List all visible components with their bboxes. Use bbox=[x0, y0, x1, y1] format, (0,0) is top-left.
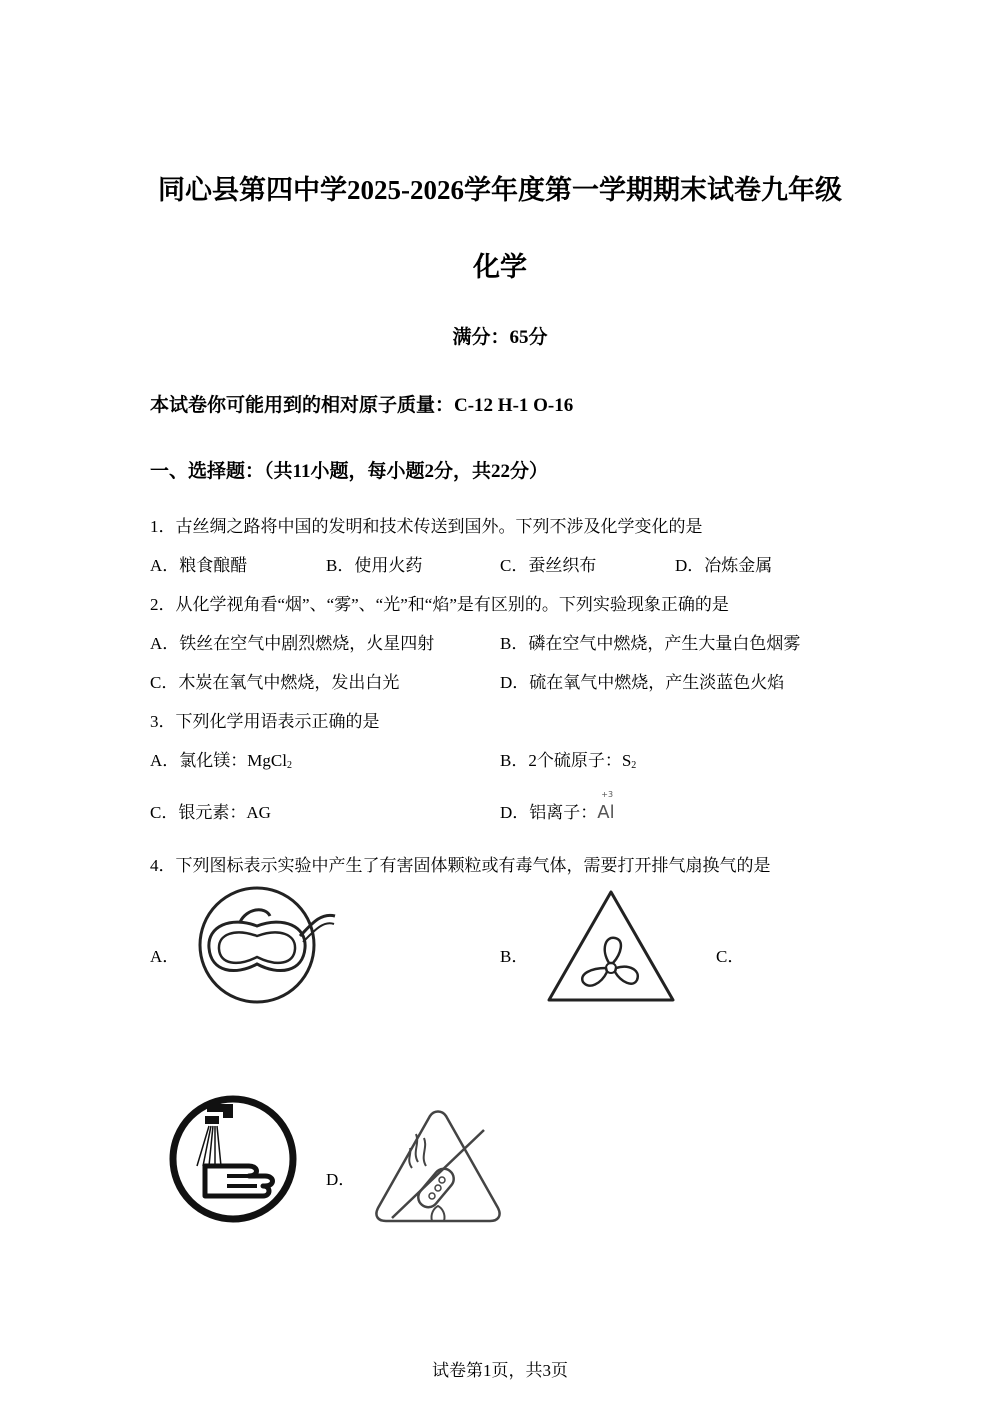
question-3-option-a[interactable] bbox=[150, 746, 292, 771]
question-3-option-d[interactable] bbox=[500, 790, 615, 823]
option-text: D．铝离子： bbox=[500, 803, 598, 822]
goggles-icon bbox=[195, 886, 340, 1004]
ion-charge: +3 bbox=[601, 790, 614, 799]
exam-title: 同心县第四中学2025-2026学年度第一学期期末试卷九年级 bbox=[158, 175, 842, 205]
question-1-option-a[interactable]: A．粮食酿醋 bbox=[150, 556, 248, 575]
element-symbol: Al bbox=[597, 802, 615, 823]
section-heading: 一、选择题：（共11小题，每小题2分，共22分） bbox=[150, 461, 548, 482]
option-text: A．氯化镁：MgCl bbox=[150, 751, 287, 770]
question-3-option-c[interactable]: C．银元素：AG bbox=[150, 803, 271, 822]
question-2-option-a[interactable]: A．铁丝在空气中剧烈燃烧，火星四射 bbox=[150, 634, 435, 653]
question-2-option-c[interactable]: C．木炭在氧气中燃烧，发出白光 bbox=[150, 673, 400, 692]
subscript: 2 bbox=[286, 760, 292, 771]
question-4-option-b[interactable]: B． bbox=[500, 947, 529, 966]
question-1-option-c[interactable]: C．蚕丝织布 bbox=[500, 556, 597, 575]
page-footer: 试卷第1页，共3页 bbox=[432, 1361, 568, 1380]
question-4-option-c[interactable]: C． bbox=[716, 947, 745, 966]
aluminum-ion-symbol bbox=[597, 790, 615, 823]
full-score: 满分：65分 bbox=[452, 327, 548, 348]
atomic-mass-note: 本试卷你可能用到的相对原子质量：C-12 H-1 O-16 bbox=[150, 395, 574, 416]
question-1-stem: 1．古丝绸之路将中国的发明和技术传送到国外。下列不涉及化学变化的是 bbox=[150, 517, 703, 536]
exhaust-fan-icon bbox=[545, 888, 677, 1004]
question-4-option-d[interactable]: D． bbox=[326, 1170, 356, 1189]
question-4-stem: 4．下列图标表示实验中产生了有害固体颗粒或有毒气体，需要打开排气扇换气的是 bbox=[150, 856, 771, 875]
hand-washing-icon bbox=[167, 1094, 299, 1224]
question-2-option-d[interactable]: D．硫在氧气中燃烧，产生淡蓝色火焰 bbox=[500, 673, 785, 692]
question-3-option-b[interactable] bbox=[500, 746, 636, 771]
option-text: B．2个硫原子：S bbox=[500, 751, 632, 770]
question-4-option-a[interactable]: A． bbox=[150, 947, 180, 966]
question-1-option-d[interactable]: D．冶炼金属 bbox=[675, 556, 773, 575]
question-1-option-b[interactable]: B．使用火药 bbox=[326, 556, 423, 575]
hot-test-tube-icon bbox=[372, 1108, 504, 1224]
question-3-stem: 3．下列化学用语表示正确的是 bbox=[150, 712, 380, 731]
subject-title: 化学 bbox=[473, 252, 527, 282]
question-2-stem: 2．从化学视角看“烟”、“雾”、“光”和“焰”是有区别的。下列实验现象正确的是 bbox=[150, 595, 729, 614]
subscript: 2 bbox=[631, 760, 637, 771]
question-2-option-b[interactable]: B．磷在空气中燃烧，产生大量白色烟雾 bbox=[500, 634, 801, 653]
